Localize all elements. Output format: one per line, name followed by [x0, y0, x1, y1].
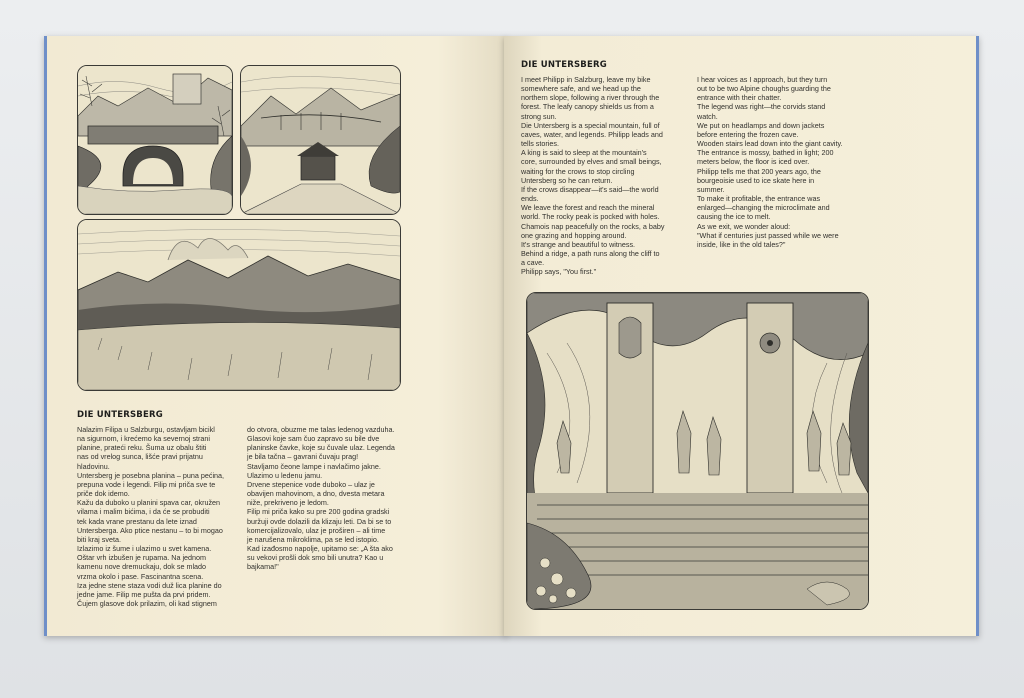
text-line: I meet Philipp in Salzburg, leave my bike	[521, 75, 651, 84]
text-line: Drvene stepenice vode duboko – ulaz je	[247, 479, 375, 489]
text-line: The entrance is mossy, bathed in light; 200	[697, 148, 834, 158]
text-line: biti kraj sveta.	[77, 534, 121, 544]
text-line: Untersberg so he can return.	[521, 175, 613, 185]
text-line: strong sun.	[521, 111, 557, 121]
text-line: jedne jame. Filip me pušta da prvi pridem.	[77, 589, 211, 599]
text-line: Behind a ridge, a path runs along the cliff to	[521, 248, 660, 258]
text-line: I hear voices as I approach, but they turn	[697, 75, 828, 84]
text-line: summer.	[697, 184, 725, 194]
left-page	[44, 36, 507, 636]
text-line: If the crows disappear—it's said—the world	[521, 184, 659, 194]
text-line: je bila tačna – gavrani čuvaju prag!	[247, 452, 359, 462]
text-line: planinske čavke, koje su čuvale ulaz. Legenda	[247, 443, 395, 453]
text-line: a cave.	[521, 258, 545, 268]
text-line: Iza jedne stene staza vodi duž lica planine do	[77, 580, 222, 590]
text-line: somewhere safe, and we head up the	[521, 84, 641, 94]
text-line: Čujem glasove dok prilazim, oli kad stignem	[77, 598, 217, 608]
illustration-bridge	[77, 65, 233, 215]
text-line: We put on headlamps and down jackets	[697, 120, 825, 130]
text-line: prepuna vode i legendi. Filip mi priča sve te	[77, 479, 216, 489]
text-line: je narušena mikroklima, pa se led istopio.	[247, 534, 379, 544]
text-line: bourgeoisie used to ice skate here in	[697, 175, 815, 185]
text-line: tells stories.	[521, 139, 559, 149]
left-column-1	[77, 425, 245, 608]
text-line: Philipp says, "You first."	[521, 267, 597, 277]
text-line: Stavljamo čeone lampe i navlačimo jakne.	[247, 461, 381, 471]
text-line: na sigurnom, i krećemo ka severnoj strani	[77, 434, 211, 444]
text-line: obavijen mahovinom, a dno, dvesta metara	[247, 489, 385, 499]
text-line: Oštar vrh izbušen je rupama. Na jednom	[77, 553, 207, 563]
illustration-landscape	[77, 219, 401, 391]
text-line: Die Untersberg is a special mountain, full of	[521, 120, 660, 130]
text-line: Izlazimo iz šume i ulazimo u svet kamena.	[77, 544, 212, 554]
text-line: causing the ice to melt.	[697, 212, 771, 222]
text-line: As we exit, we wonder aloud:	[697, 221, 791, 231]
right-column-1	[521, 75, 693, 276]
text-line: world. The rocky peak is pocked with holes.	[521, 212, 660, 222]
text-line: su vekovi prošli dok smo bili unutra? Kao u	[247, 553, 384, 563]
right-heading: DIE UNTERSBERG	[521, 60, 607, 70]
text-line: nas od vrelog sunca, lišće pravi prijatnu	[77, 452, 203, 462]
text-line: hladovinu.	[77, 461, 110, 471]
text-line: do otvora, obuzme me talas ledenog vazduha.	[247, 425, 395, 434]
text-line: inside, like in the old tales?"	[697, 239, 786, 249]
text-line: Chamois nap peacefully on the rocks, a baby	[521, 221, 665, 231]
left-column-2	[247, 425, 413, 572]
text-line: entrance with their chatter.	[697, 93, 782, 103]
text-line: Kad izađosmo napolje, upitamo se: „A šta ako	[247, 544, 393, 554]
text-line: vrzma okolo i pase. Fascinantna scena.	[77, 571, 204, 581]
text-line: priče dok idemo.	[77, 489, 130, 499]
text-line: Untersberga. Ako ptice nestanu – to bi mogao	[77, 525, 223, 535]
text-line: Untersberg je posebna planina – puna pećina,	[77, 470, 225, 480]
text-line: Nalazim Filipa u Salzburgu, ostavljam bicikl	[77, 425, 215, 434]
text-line: The legend was right—the corvids stand	[697, 102, 826, 112]
text-line: bajkama!"	[247, 562, 279, 572]
illustration-village	[240, 65, 401, 215]
text-line: Kažu da duboko u planini spava car, okružen	[77, 498, 221, 508]
text-line: Filip mi priča kako su pre 200 godina gradski	[247, 507, 390, 517]
text-line: forest. The leafy canopy shields us from a	[521, 102, 654, 112]
left-heading: DIE UNTERSBERG	[77, 410, 163, 420]
illustration-cave	[526, 292, 869, 610]
text-line: We leave the forest and reach the mineral	[521, 203, 655, 213]
text-line: niže, prekriveno je ledom.	[247, 498, 329, 508]
text-line: "What if centuries just passed while we were	[697, 230, 839, 240]
text-line: To make it profitable, the entrance was	[697, 194, 821, 204]
text-line: waiting for the crows to stop circling	[521, 166, 635, 176]
text-line: caves, water, and legends. Philipp leads and	[521, 129, 663, 139]
text-line: Wooden stairs lead down into the giant cavity.	[697, 139, 843, 149]
text-line: Ulazimo u ledenu jamu.	[247, 470, 323, 480]
text-line: Philipp tells me that 200 years ago, the	[697, 166, 821, 176]
open-magazine	[40, 36, 980, 644]
text-line: meters below, the floor is iced over.	[697, 157, 810, 167]
right-column-2	[697, 75, 873, 249]
text-line: Glasovi koje sam čuo zapravo su bile dve	[247, 434, 380, 444]
text-line: It's strange and beautiful to witness.	[521, 239, 636, 249]
text-line: buržuji ovde dolazili da klizaju leti. Da bi se to	[247, 516, 392, 526]
text-line: enlarged—changing the microclimate and	[697, 203, 830, 213]
text-line: komercijalizovalo, ulaz je proširen – ali time	[247, 525, 386, 535]
right-page	[504, 36, 979, 636]
text-line: out to be two Alpine choughs guarding the	[697, 84, 831, 94]
text-line: A king is said to sleep at the mountain's	[521, 148, 647, 158]
text-line: one grazing and hopping around.	[521, 230, 627, 240]
text-line: kamenu nove dremuckaju, dok se mlado	[77, 562, 207, 572]
text-line: watch.	[697, 111, 718, 121]
text-line: planine, prateći reku. Šuma uz obalu štiti	[77, 443, 207, 453]
text-line: core, surrounded by elves and small beings,	[521, 157, 662, 167]
text-line: vilama i malim bićima, i da će se probuditi	[77, 507, 210, 517]
text-line: tek kada vrane prestanu da lete iznad	[77, 516, 197, 526]
text-line: northern slope, following a river through the	[521, 93, 660, 103]
text-line: before entering the frozen cave.	[697, 129, 799, 139]
text-line: ends.	[521, 194, 539, 204]
